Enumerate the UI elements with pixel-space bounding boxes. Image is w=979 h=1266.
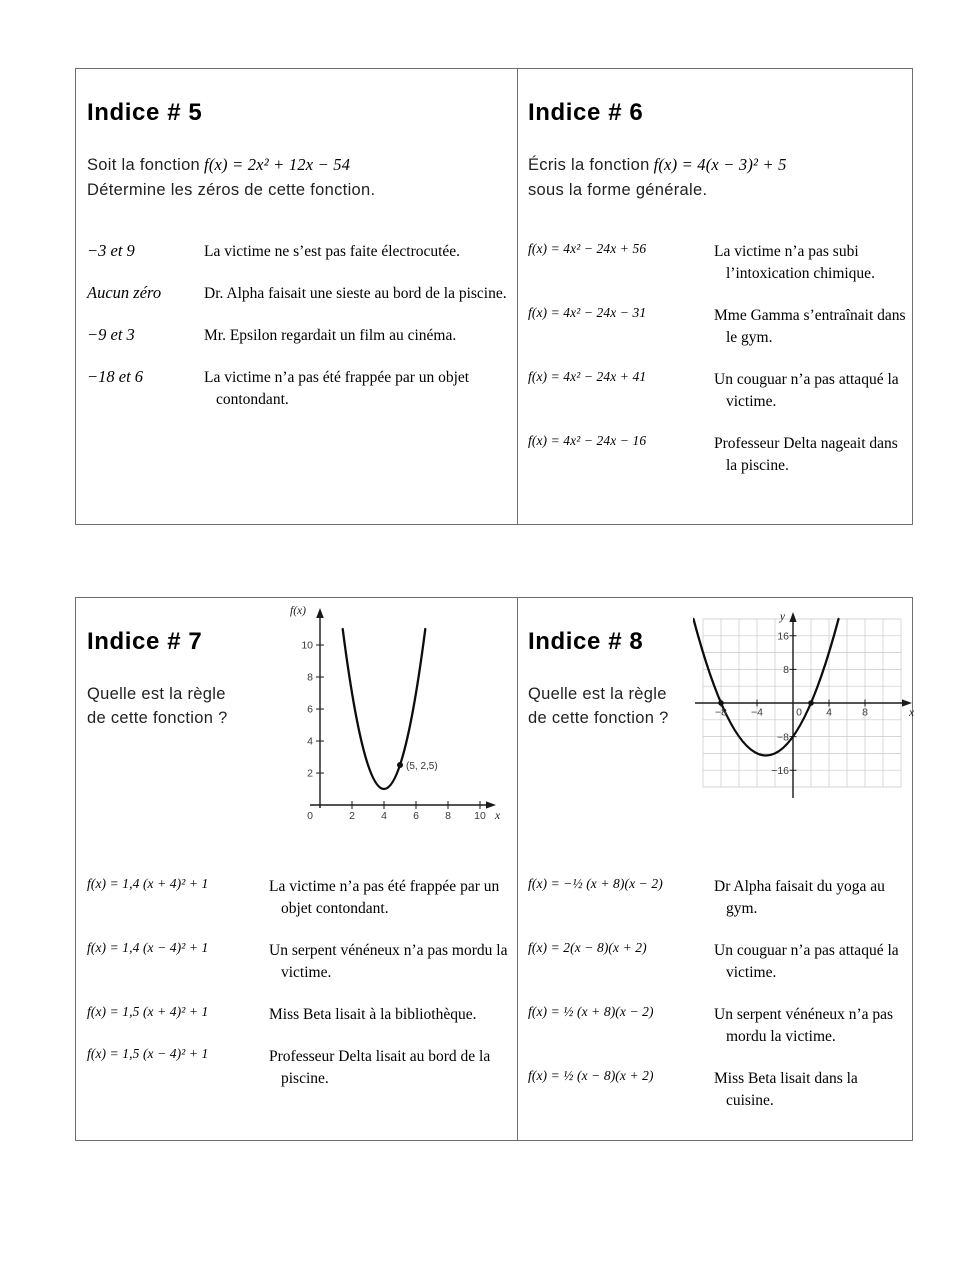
clue-text: Un couguar n’a pas attaqué la victime.: [714, 942, 899, 981]
clue-text: La victime n’a pas subi l’intoxication chimique.: [714, 243, 875, 282]
parabola-curve: [694, 619, 839, 756]
origin-label: 0: [307, 810, 313, 822]
answer-formula: f(x) = 1,5 (x + 4)² + 1: [87, 1004, 209, 1019]
options-list-7: [87, 876, 511, 1110]
card-indice-7: [76, 598, 518, 1140]
prompt-line-2: sous la forme générale.: [528, 181, 708, 199]
y-axis-label: y: [779, 611, 785, 623]
option-row: [528, 876, 906, 920]
y-tick-label: 16: [777, 630, 789, 643]
options-list-8: [528, 876, 906, 1132]
option-row: [87, 325, 511, 347]
y-tick-label: 6: [307, 703, 313, 716]
y-axis-label: f(x): [290, 605, 306, 617]
option-row: [528, 1068, 906, 1112]
x-tick-label: 4: [381, 810, 387, 822]
option-row: [87, 283, 511, 305]
prompt-line-1: Quelle est la règle: [87, 685, 226, 703]
options-list-5: [87, 241, 511, 431]
clue-text: La victime n’a pas été frappée par un objet contondant.: [204, 369, 470, 408]
x-axis-arrow-icon: [902, 699, 912, 706]
option-row: [87, 1004, 511, 1026]
clue-text: Mme Gamma s’entraînait dans le gym.: [714, 307, 906, 346]
y-axis-arrow-icon: [316, 608, 324, 618]
option-row: [528, 305, 906, 349]
x-tick-label: 4: [826, 706, 832, 719]
answer-formula: f(x) = 1,4 (x − 4)² + 1: [87, 940, 209, 955]
clue-text: Professeur Delta nageait dans la piscine.: [714, 435, 898, 474]
clue-text: Miss Beta lisait dans la cuisine.: [714, 1070, 858, 1109]
prompt-formula: f(x) = 4(x − 3)² + 5: [653, 155, 787, 174]
answer-formula: f(x) = 1,5 (x − 4)² + 1: [87, 1046, 209, 1061]
card-indice-8: [518, 598, 915, 1140]
answer-formula: f(x) = 1,4 (x + 4)² + 1: [87, 876, 209, 891]
card-indice-6: [518, 69, 912, 524]
clue-box-top: [75, 68, 913, 525]
option-row: [528, 369, 906, 413]
option-row: [87, 1046, 511, 1090]
option-row: [87, 367, 511, 411]
graph-8-svg: [693, 608, 919, 810]
clue-text: Un serpent vénéneux n’a pas mordu la victime.: [269, 942, 508, 981]
tick-marks: [316, 645, 480, 809]
prompt-text: Soit la fonction: [87, 156, 201, 174]
option-row: [87, 940, 511, 984]
card-title-8: Indice # 8: [528, 628, 644, 655]
card-title-7: Indice # 7: [87, 628, 203, 655]
x-tick-label: 2: [349, 810, 355, 822]
answer-formula: f(x) = 4x² − 24x + 41: [528, 369, 647, 384]
answer-formula: f(x) = ½ (x + 8)(x − 2): [528, 1004, 654, 1019]
y-tick-label: −16: [771, 765, 789, 777]
answer-formula: f(x) = 4x² − 24x + 56: [528, 241, 647, 256]
answer-formula: f(x) = ½ (x − 8)(x + 2): [528, 1068, 654, 1083]
parabola-graph-7: [282, 600, 510, 844]
prompt-line-2: de cette fonction ?: [87, 709, 228, 727]
x-tick-label: −8: [715, 706, 727, 719]
x-tick-label: 8: [862, 706, 868, 719]
options-list-6: [528, 241, 906, 497]
clue-text: Miss Beta lisait à la bibliothèque.: [269, 1006, 477, 1023]
prompt-text: Écris la fonction: [528, 156, 650, 174]
graph-7-svg: [282, 600, 510, 844]
y-tick-label: 4: [307, 735, 313, 748]
x-intercept-point: [718, 700, 724, 706]
option-row: [528, 1004, 906, 1048]
card-title-5: Indice # 5: [87, 99, 203, 126]
y-tick-label: −8: [777, 731, 789, 744]
option-row: [528, 241, 906, 285]
prompt-line-1: [528, 153, 904, 178]
y-axis-arrow-icon: [789, 612, 796, 622]
answer-value: −3 et 9: [87, 241, 135, 260]
answer-formula: f(x) = 4x² − 24x − 16: [528, 433, 647, 448]
option-row: [87, 876, 511, 920]
y-tick-label: 8: [307, 671, 313, 684]
point-label: (5, 2,5): [406, 761, 438, 772]
option-row: [528, 433, 906, 477]
option-row: [528, 940, 906, 984]
card-title-6: Indice # 6: [528, 99, 644, 126]
prompt-5: [87, 153, 509, 202]
answer-value: −9 et 3: [87, 325, 135, 344]
answer-value: −18 et 6: [87, 367, 144, 386]
prompt-line-1: Quelle est la règle: [528, 685, 667, 703]
origin-label: 0: [796, 706, 802, 719]
answer-formula: f(x) = −½ (x + 8)(x − 2): [528, 876, 663, 891]
y-tick-label: 8: [783, 664, 789, 676]
answer-value: Aucun zéro: [87, 283, 162, 302]
clue-text: Dr Alpha faisait du yoga au gym.: [714, 878, 885, 917]
x-axis-arrow-icon: [486, 801, 496, 808]
marked-point: [397, 762, 403, 768]
prompt-line-2: de cette fonction ?: [528, 709, 669, 727]
clue-text: Un couguar n’a pas attaqué la victime.: [714, 371, 899, 410]
parabola-graph-8: [693, 608, 919, 810]
x-tick-label: 8: [445, 810, 451, 822]
prompt-line-1: [87, 153, 509, 178]
x-tick-label: 6: [413, 810, 419, 822]
y-tick-label: 10: [301, 639, 313, 652]
x-tick-label: −4: [751, 706, 763, 719]
x-tick-label: 10: [474, 810, 486, 822]
x-axis-label: x: [909, 707, 915, 719]
clue-box-bottom: [75, 597, 913, 1141]
x-intercept-point: [808, 700, 814, 706]
x-axis-label: x: [495, 810, 501, 822]
clue-text: La victime ne s’est pas faite électrocutée.: [204, 243, 461, 260]
answer-formula: f(x) = 2(x − 8)(x + 2): [528, 940, 647, 955]
card-indice-5: [76, 69, 518, 524]
y-tick-label: 2: [307, 767, 313, 780]
clue-text: Professeur Delta lisait au bord de la piscine.: [269, 1048, 491, 1087]
answer-formula: f(x) = 4x² − 24x − 31: [528, 305, 647, 320]
prompt-6: [528, 153, 904, 202]
clue-text: Dr. Alpha faisait une sieste au bord de la piscine.: [204, 285, 507, 302]
prompt-formula: f(x) = 2x² + 12x − 54: [204, 155, 351, 174]
prompt-line-2: Détermine les zéros de cette fonction.: [87, 181, 376, 199]
clue-text: Un serpent vénéneux n’a pas mordu la victime.: [714, 1006, 894, 1045]
clue-text: La victime n’a pas été frappée par un objet contondant.: [269, 878, 500, 917]
option-row: [87, 241, 511, 263]
clue-text: Mr. Epsilon regardait un film au cinéma.: [204, 327, 457, 344]
